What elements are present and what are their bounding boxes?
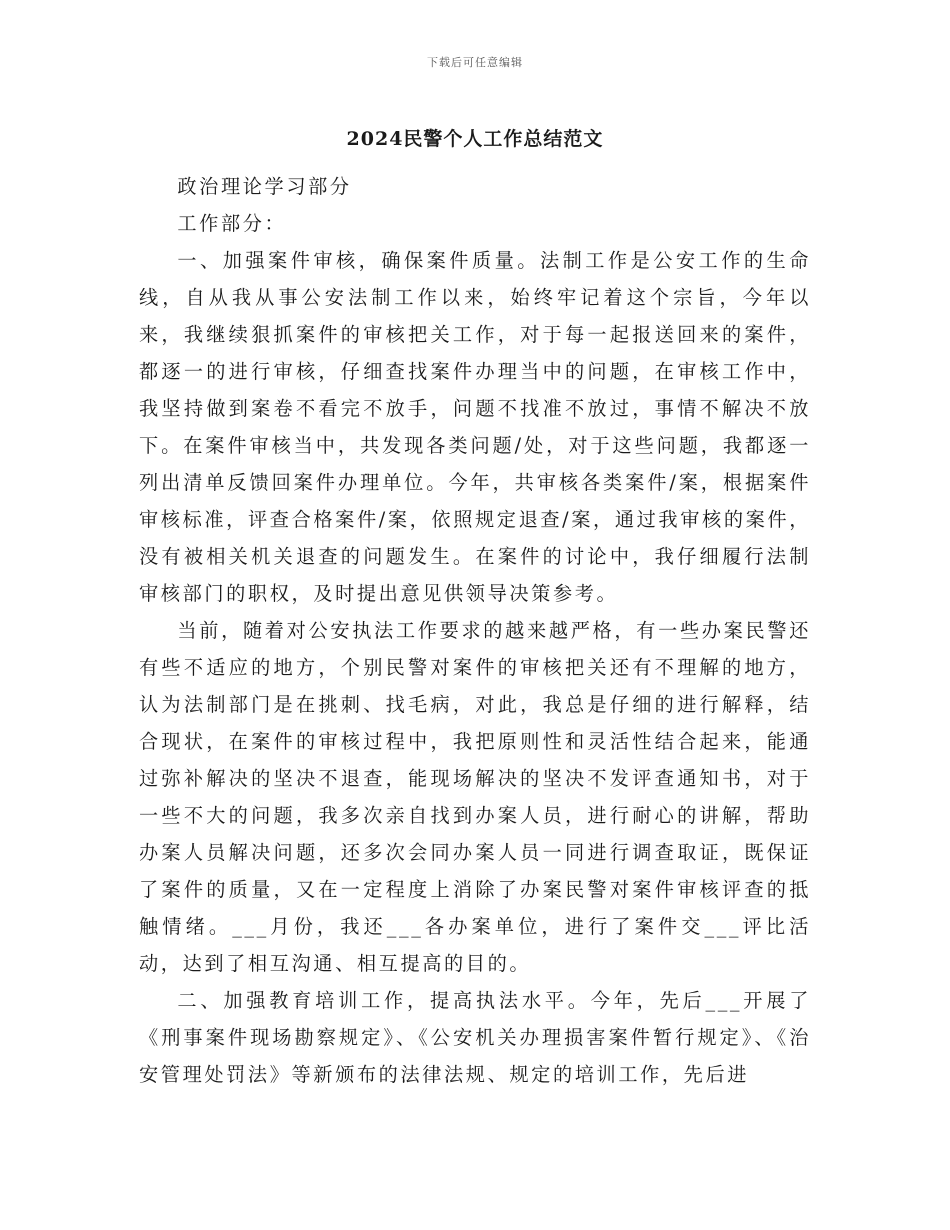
paragraph-work-heading: 工作部分：: [177, 212, 287, 235]
paragraph-section-heading: 政治理论学习部分: [177, 175, 352, 198]
document-title: 2024民警个人工作总结范文: [346, 128, 604, 150]
header-note: 下载后可任意编辑: [427, 56, 523, 69]
paragraph: 二、加强教育培训工作，提高执法水平。今年，先后___开展了《刑事案件现场勘察规定》、《公安机关办理损害案件暂行规定》、《治安管理处罚法》等新颁布的法律法规、规定的培训工作，先后进: [139, 989, 811, 1086]
document-body: [139, 168, 811, 1093]
paragraph: 一、加强案件审核，确保案件质量。法制工作是公安工作的生命线，自从我从事公安法制工作以来，始终牢记着这个宗旨，今年以来，我继续狠抓案件的审核把关工作，对于每一起报送回来的案件，都逐一的进行审核，仔细查找案件办理当中的问题，在审核工作中，我坚持做到案卷不看完不放手，问题不找准不放过，事情不解决不放下。在案件审核当中，共发现各类问题/处，对于这些问题，我都逐一列出清单反馈回案件办理单位。今年，共审核各类案件/案，根据案件审核标准，评查合格案件/案，依照规定退查/案，通过我审核的案件，没有被相关机关退查的问题发生。在案件的讨论中，我仔细履行法制审核部门的职权，及时提出意见供领导决策参考。: [139, 249, 811, 605]
paragraph: 当前，随着对公安执法工作要求的越来越严格，有一些办案民警还有些不适应的地方，个别民警对案件的审核把关还有不理解的地方，认为法制部门是在挑刺、找毛病，对此，我总是仔细的进行解释，结合现状，在案件的审核过程中，我把原则性和灵活性结合起来，能通过弥补解决的坚决不退查，能现场解决的坚决不发评查通知书，对于一些不大的问题，我多次亲自找到办案人员，进行耐心的讲解，帮助办案人员解决问题，还多次会同办案人员一同进行调查取证，既保证了案件的质量，又在一定程度上消除了办案民警对案件审核评查的抵触情绪。___月份，我还___各办案单位，进行了案件交___评比活动，达到了相互沟通、相互提高的目的。: [139, 619, 811, 975]
